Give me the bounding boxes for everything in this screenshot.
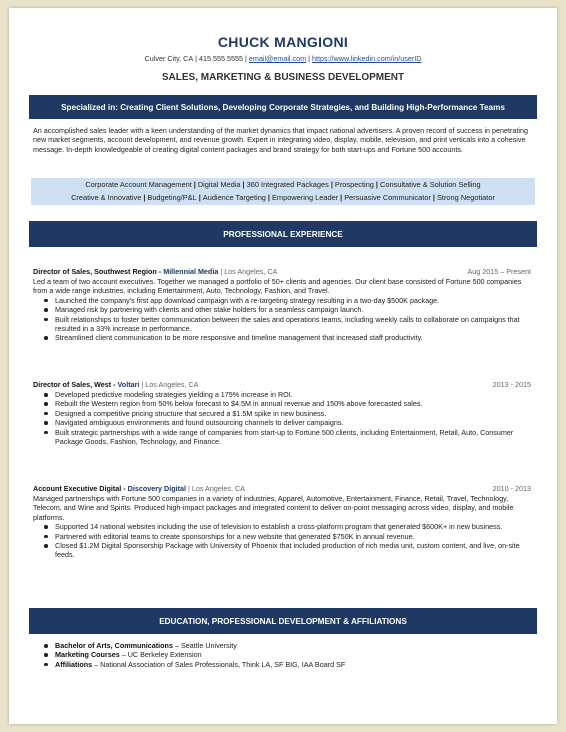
skill-item: Strong Negotiator xyxy=(436,192,495,202)
job-bullets xyxy=(33,390,533,446)
list-item: Launched the company's first app download campaign with a re-targeting strategy resulting in a two-day $500K package. xyxy=(55,296,533,305)
list-item: Developed predictive modeling strategies yielding a 175% increase in ROI. xyxy=(55,390,533,399)
resume-page xyxy=(9,8,557,724)
job-bullets xyxy=(33,296,533,343)
list-item: Supported 14 national websites including the use of television to establish a cross-platform program that generated $600K+ in new business. xyxy=(55,522,533,531)
list-item: Managed risk by partnering with clients and other stake holders for a seamless campaign launch. xyxy=(55,305,533,314)
job-company: Discovery Digital xyxy=(127,484,186,493)
skill-item: Corporate Account Management xyxy=(85,180,192,189)
job-location: | Los Angeles, CA xyxy=(139,380,199,389)
job-dates: 2013 - 2015 xyxy=(492,380,531,389)
list-item: Streamlined client communication to be more responsive and timeline management that increased staff productivity. xyxy=(55,333,533,342)
job-description: Managed partnerships with Fortune 500 companies in a variety of industries, Apparel, Automotive, Entertainment, Finance, Retail, Travel, Technology, Telecom, and Wine and Spirits. Produced high-impact packages and integrated content to deliver on-point messaging across video, display, and mobile platforms. xyxy=(33,494,514,522)
education-detail: – UC Berkeley Extension xyxy=(119,650,202,660)
skill-item: Budgeting/P&L xyxy=(147,192,197,202)
list-item: Rebuilt the Western region from 50% below forecast to $4.5M in annual revenue and 150% above forecasted sales. xyxy=(55,399,533,408)
experience-heading: PROFESSIONAL EXPERIENCE xyxy=(223,229,343,239)
skill-item: 360 Integrated Packages xyxy=(246,180,329,189)
skills-row-1: Corporate Account Management | Digital Media | 360 Integrated Packages | Prospecting | Consultative & Solution Selling xyxy=(85,180,481,189)
education-heading-banner xyxy=(29,608,537,634)
candidate-name: CHUCK MANGIONI xyxy=(217,34,349,50)
education-heading: EDUCATION, PROFESSIONAL DEVELOPMENT & AFFILIATIONS xyxy=(159,616,407,626)
education-label: Bachelor of Arts, Communications xyxy=(55,641,173,650)
skill-item: Empowering Leader xyxy=(272,192,339,202)
skill-item: Creative & Innovative xyxy=(71,192,142,202)
job-dates: 2010 - 2013 xyxy=(492,484,531,493)
list-item: Partnered with editorial teams to create sponsorships for a new website that generated $750K in annual revenue. xyxy=(55,532,533,541)
education-label: Affiliations xyxy=(55,659,93,669)
specialized-banner xyxy=(29,95,537,119)
education-detail: – National Association of Sales Professionals, Think LA, SF BIG, IAA Board SF xyxy=(92,659,346,669)
skill-item: Persuasive Communicator xyxy=(344,192,431,202)
skill-item: Consultative & Solution Selling xyxy=(380,180,481,189)
list-item xyxy=(55,650,533,659)
skill-item: Audience Targeting xyxy=(202,192,266,202)
contact-phone: 415.555.5555 xyxy=(199,54,243,63)
job-company: Millennial Media xyxy=(163,267,219,276)
education-section xyxy=(33,641,533,669)
summary-paragraph: An accomplished sales leader with a keen understanding of the market dynamics that impact national advertisers. A proven record of success in penetrating new market segments, account development, and revenue growth. Expert in integrating video, display, mobile, television, and print verticals into a cohesive message. In-depth knowledgeable of creating digital content packages and brand strategy for both start-ups and Fortune 500 accounts. xyxy=(33,126,529,154)
list-item xyxy=(55,641,533,650)
contact-city: Culver City, CA xyxy=(144,54,194,63)
job-header xyxy=(33,267,533,277)
job-title: Director of Sales, Southwest Region - xyxy=(33,267,164,276)
list-item: Closed $1.2M Digital Sponsorship Package with University of Phoenix that included production of rich media unit, custom content, and live, on-site feeds. xyxy=(55,541,533,560)
education-list xyxy=(33,641,533,669)
skill-item: Prospecting xyxy=(334,180,374,189)
list-item: Built strategic partnerships with a wide range of companies from start-up to Fortune 500 clients, including Entertainment, Retail, Auto, Consumer Package Goods, Fashion, Technology, and Finance. xyxy=(55,428,533,447)
job-entry xyxy=(33,380,533,446)
list-item: Built relationships to foster better communication between the sales and operations teams, including weekly calls to collaborate on campaigns that resulted in a 33% increase in performance. xyxy=(55,315,533,334)
job-header xyxy=(33,380,533,390)
job-location: | Los Angeles, CA xyxy=(185,484,245,493)
contact-email-link[interactable]: email@email.com xyxy=(248,54,307,63)
list-item xyxy=(55,660,533,669)
job-title: Director of Sales, West - xyxy=(33,380,118,389)
education-label: Marketing Courses xyxy=(55,650,120,660)
job-title: Account Executive Digital - xyxy=(33,484,128,493)
contact-linkedin-link[interactable]: https://www.linkedin.com/in/userID xyxy=(311,54,422,63)
job-entry xyxy=(33,267,533,343)
professional-headline: SALES, MARKETING & BUSINESS DEVELOPMENT xyxy=(161,72,405,83)
job-entry xyxy=(33,484,533,560)
list-item: Navigated ambiguous environments and found outsourcing channels to deliver campaigns. xyxy=(55,418,533,427)
list-item: Designed a competitive pricing structure that secured a $1.5M spike in new business. xyxy=(55,409,533,418)
skills-box xyxy=(31,178,535,205)
experience-heading-banner xyxy=(29,221,537,247)
job-description: Led a team of two account executives. Together we managed a portfolio of 50+ clients and agencies. Our client base consisted of Fortune 500 companies from a wide range industries, including Entertainment, Auto, Technology, Fashion, and Travel. xyxy=(33,277,522,296)
specialized-text: Specialized in: Creating Client Solutions, Developing Corporate Strategies, and Building High-Performance Teams xyxy=(61,102,505,112)
job-header xyxy=(33,484,533,494)
bottom-fade-overlay xyxy=(9,684,557,724)
education-detail: – Seattle University xyxy=(172,641,237,650)
job-dates: Aug 2015 – Present xyxy=(467,267,531,276)
contact-line: Culver City, CA | 415.555.5555 | email@email.com | https://www.linkedin.com/in/userID xyxy=(144,54,422,63)
job-company: Voltari xyxy=(117,380,140,389)
skill-item: Digital Media xyxy=(197,180,241,189)
job-location: | Los Angeles, CA xyxy=(218,267,278,276)
skills-row-2: Creative & Innovative | Budgeting/P&L | Audience Targeting | Empowering Leader | Persuasive Communicator | Strong Negotiator xyxy=(71,192,495,202)
job-bullets xyxy=(33,522,533,560)
